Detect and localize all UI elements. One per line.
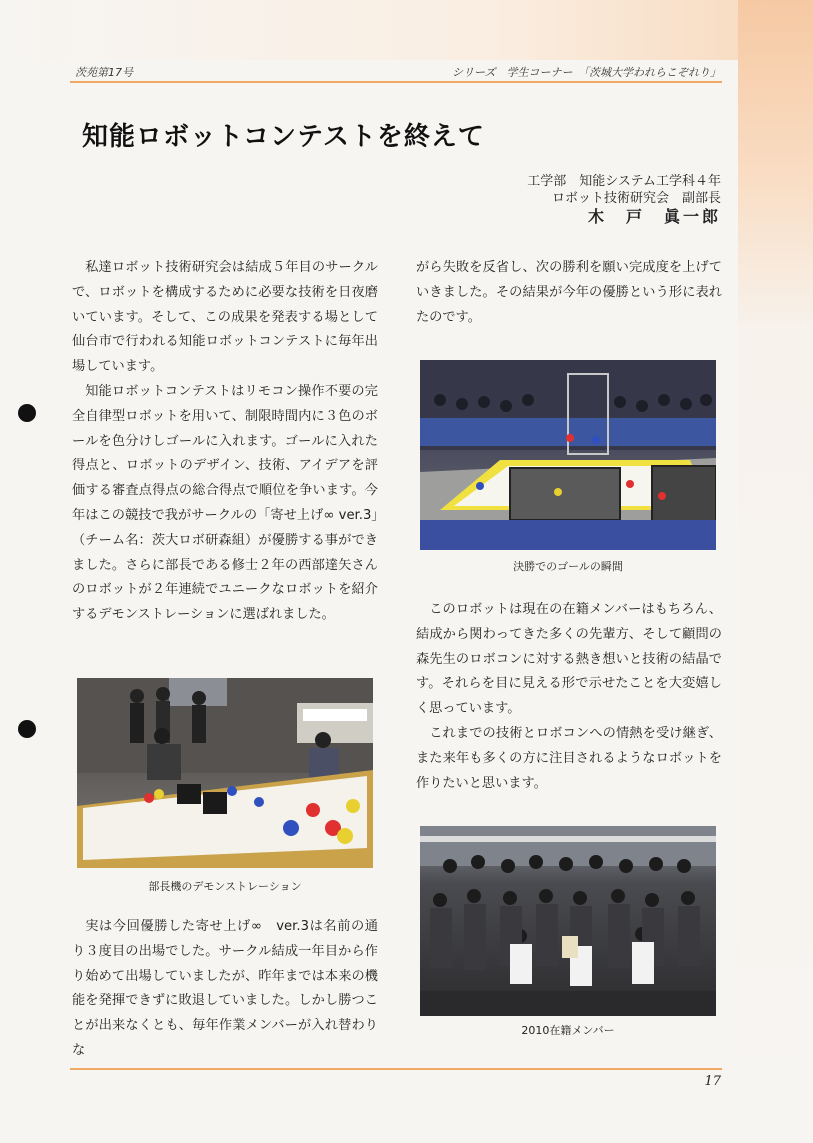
column-right-top: [416, 256, 722, 330]
page-number: 17: [704, 1074, 721, 1089]
paragraph: このロボットは現在の在籍メンバーはもちろん、結成から関わってきた多くの先輩方、そして顧問の森先生のロボコンに対する熱き想いと技術の結晶です。それらを目に見える形で示せたことを大変嬉しく思っています。: [416, 602, 722, 717]
paragraph: 私達ロボット技術研究会は結成５年目のサークルで、ロボットを構成するために必要な技術を日夜磨いています。そして、この成果を発表する場として仙台市で行われる知能ロボットコンテストに毎年出場しています。: [72, 260, 378, 375]
footer-divider: [70, 1068, 722, 1070]
binder-hole-upper: [18, 404, 36, 422]
members-photo-caption: 2010在籍メンバー: [521, 1024, 615, 1037]
members-photo-illustration: [420, 826, 716, 1016]
column-right-middle: [416, 598, 722, 796]
demo-photo-caption: 部長機のデモンストレーション: [148, 880, 302, 893]
journal-issue: 茨苑第17号: [75, 66, 133, 79]
goal-photo-caption: 決勝でのゴールの瞬間: [513, 560, 623, 573]
paragraph: 知能ロボットコンテストはリモコン操作不要の完全自律型ロボットを用いて、制限時間内に３色のボールを色分けしゴールに入れます。ゴールに入れた得点と、ロボットのデザイン、技術、アイデアを評価する審査点得点の総合得点で順位を争います。今年はこの競技で我がサークルの「寄せ上げ∞ ver.3」（チーム名：茨大ロボ研森組）が優勝する事ができました。さらに部長である修士２年の西部達矢さんのロボットが２年連続でユニークなロボットを紹介するデモンストレーションに選ばれました。: [72, 383, 378, 623]
column-left-top: [72, 256, 378, 628]
top-decorative-band: [0, 0, 813, 60]
paragraph: これまでの技術とロボコンへの情熱を受け継ぎ、また来年も多くの方に注目されるようなロボットを作りたいと思います。: [416, 725, 722, 791]
series-title: シリーズ 学生コーナー 「茨城大学われらこぞれり」: [452, 66, 721, 79]
column-left-bottom: [72, 915, 378, 1064]
author-name: 木 戸 眞一郎: [587, 207, 721, 226]
binder-hole-lower: [18, 720, 36, 738]
paragraph: 実は今回優勝した寄せ上げ∞ ver.3は名前の通り３度目の出場でした。サークル結成一年目から作り始めて出場していましたが、昨年までは本来の機能を発揮できずに敗退していました。しかし勝つことが出来なくとも、毎年作業メンバーが入れ替わりな: [72, 919, 378, 1058]
right-decorative-band: [738, 0, 813, 1143]
author-affiliation: 工学部 知能システム工学科４年: [527, 174, 721, 189]
header-divider: [70, 81, 722, 83]
paragraph: がら失敗を反省し、次の勝利を願い完成度を上げていきました。その結果が今年の優勝という形に表れたのです。: [416, 260, 722, 325]
article-title: 知能ロボットコンテストを終えて: [82, 122, 485, 152]
author-club-role: ロボット技術研究会 副部長: [551, 191, 721, 206]
goal-photo: [420, 360, 716, 550]
goal-photo-illustration: [420, 360, 716, 550]
members-photo: [420, 826, 716, 1016]
demo-photo: [77, 678, 373, 868]
demo-photo-illustration: [77, 678, 373, 868]
